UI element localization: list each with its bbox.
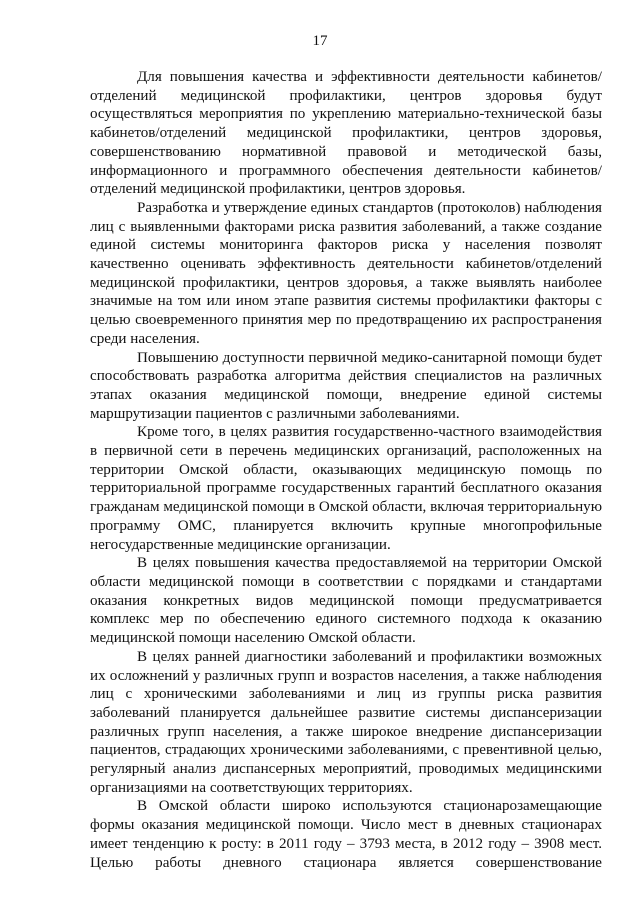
paragraph-standards: Разработка и утверждение единых стандартов (протоколов) наблюдения лиц с выявленными факторами риска развития заболеваний, а также создание единой системы мониторинга факторов риска у населения позволят качественно оценивать эффективность деятельности кабинетов/отделений медицинской профилактики, центров здоровья, а также выявлять наиболее значимые на том или ином этапе развития системы профилактики факторы с целью своевременного принятия мер по предотвращению их распространения среди населения. <box>90 199 602 347</box>
document-body <box>90 68 602 872</box>
paragraph-primary-care-access: Повышению доступности первичной медико-санитарной помощи будет способствовать разработка алгоритма действия специалистов на различных этапах оказания медицинской помощи, внедрение единой системы маршрутизации пациентов с различными заболеваниями. <box>90 349 602 422</box>
paragraph-diagnostics: В целях ранней диагностики заболеваний и профилактики возможных их осложнений у различных групп и возрастов населения, а также наблюдения лиц с хроническими заболеваниями и лиц из группы риска развития заболеваний планируется дальнейшее развитие системы диспансеризации различных групп населения, а также широкое внедрение диспансеризации пациентов, страдающих хроническими заболеваниями, с превентивной целью, регулярный анализ диспансерных мероприятий, проводимых медицинскими организациями на соответствующих территориях. <box>90 648 602 796</box>
paragraph-quality: В целях повышения качества предоставляемой на территории Омской области медицинской помощи в соответствии с порядками и стандартами оказания конкретных видов медицинской помощи предусматривается комплекс мер по обеспечению единого системного подхода к оказанию медицинской помощи населению Омской области. <box>90 555 602 647</box>
paragraph-public-private: Кроме того, в целях развития государственно-частного взаимодействия в первичной сети в перечень медицинских организаций, расположенных на территории Омской области, оказывающих медицинскую помощь по территориальной программе государственных гарантий бесплатного оказания гражданам медицинской помощи в Омской области, включая территориальную программу ОМС, планируется включить крупные многопрофильные негосударственные медицинские организации. <box>90 424 602 553</box>
paragraph-infrastructure: Для повышения качества и эффективности деятельности кабинетов/отделений медицинской профилактики, центров здоровья будут осуществляться мероприятия по укреплению материально-технической базы кабинетов/отделений медицинской профилактики, центров здоровья, совершенствованию нормативной правовой и методической базы, информационного и программного обеспечения деятельности кабинетов/отделений медицинской профилактики, центров здоровья. <box>90 69 602 198</box>
page-number: 17 <box>312 33 328 49</box>
paragraph-day-hospitals: В Омской области широко используются стационарозамещающие формы оказания медицинской помощи. Число мест в дневных стационарах имеет тенденцию к росту: в 2011 году – 3793 места, в 2012 году – 3908 мест. Целью работы дневного стационара является совершенствование <box>90 798 602 871</box>
